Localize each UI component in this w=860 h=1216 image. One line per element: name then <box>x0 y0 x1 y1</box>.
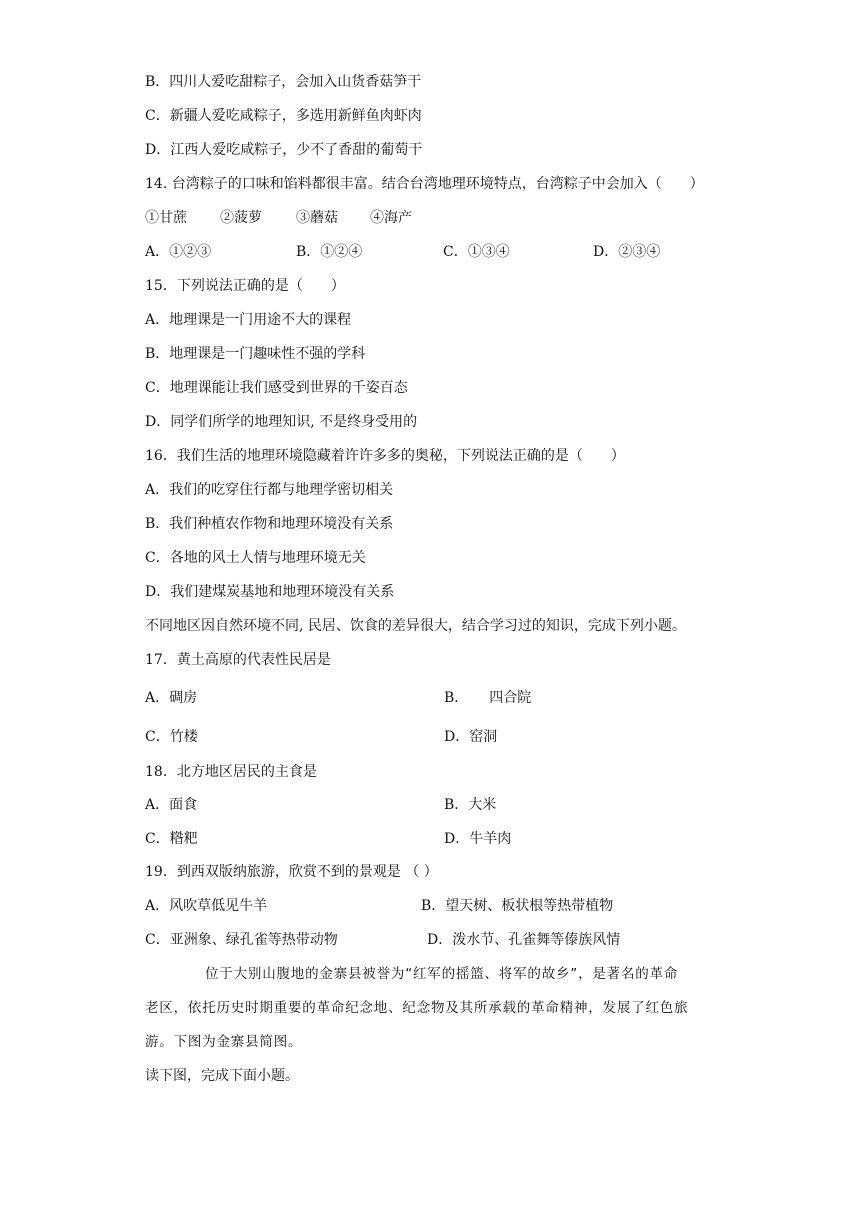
q15-option-c: C．地理课能让我们感受到世界的千姿百态 <box>145 380 408 396</box>
q17-option-b: B． 四合院 <box>444 690 532 706</box>
q16-option-d: D．我们建煤炭基地和地理环境没有关系 <box>145 584 395 600</box>
q16-stem: 16．我们生活的地理环境隐藏着许许多多的奥秘，下列说法正确的是（ ） <box>145 448 625 464</box>
q16-option-a: A．我们的吃穿住行都与地理学密切相关 <box>145 482 394 498</box>
q17-option-c: C．竹楼 <box>145 729 198 745</box>
q14-option-a: A．①②③ <box>145 244 212 260</box>
q18-option-b: B．大米 <box>444 797 497 813</box>
passage-line-1: 位于大别山腹地的金寨县被誉为“红军的摇篮、将军的故乡”，是著名的革命 <box>205 966 679 982</box>
q19-option-b: B．望天树、板状根等热带植物 <box>421 898 614 914</box>
q16-option-c: C．各地的风土人情与地理环境无关 <box>145 550 366 566</box>
q14-item-4: ④海产 <box>370 210 412 226</box>
passage-line-3: 游。下图为金寨县简图。 <box>145 1034 303 1050</box>
q19-option-c: C．亚洲象、绿孔雀等热带动物 <box>145 932 338 948</box>
q17-stem: 17．黄土高原的代表性民居是 <box>145 652 331 668</box>
q19-option-a: A．风吹草低见牛羊 <box>145 898 268 914</box>
group-intro: 不同地区因自然环境不同, 民居、饮食的差异很大，结合学习过的知识，完成下列小题。 <box>145 618 686 634</box>
q13-option-b: B．四川人爱吃甜粽子，会加入山货香菇笋干 <box>145 74 422 90</box>
q17-option-d: D．窑洞 <box>444 729 498 745</box>
passage-line-2: 老区，依托历史时期重要的革命纪念地、纪念物及其所承载的革命精神，发展了红色旅 <box>145 1000 689 1016</box>
q18-option-a: A．面食 <box>145 797 198 813</box>
q14-option-c: C．①③④ <box>443 244 510 260</box>
q18-stem: 18．北方地区居民的主食是 <box>145 764 317 780</box>
q15-stem: 15．下列说法正确的是（ ） <box>145 278 345 294</box>
passage-instruction: 读下图，完成下面小题。 <box>145 1068 299 1084</box>
q14-item-1: ①甘蔗 <box>145 210 187 226</box>
q15-option-a: A．地理课是一门用途不大的课程 <box>145 312 352 328</box>
q19-option-d: D．泼水节、孔雀舞等傣族风情 <box>427 932 621 948</box>
q14-option-b: B．①②④ <box>296 244 363 260</box>
q15-option-b: B．地理课是一门趣味性不强的学科 <box>145 346 366 362</box>
q15-option-d: D．同学们所学的地理知识, 不是终身受用的 <box>145 414 418 430</box>
q14-item-3: ③蘑菇 <box>296 210 338 226</box>
q16-option-b: B．我们种植农作物和地理环境没有关系 <box>145 516 394 532</box>
q14-item-2: ②菠萝 <box>220 210 262 226</box>
q18-option-d: D．牛羊肉 <box>444 831 512 847</box>
q18-option-c: C．糌粑 <box>145 831 198 847</box>
q19-stem: 19．到西双版纳旅游，欣赏不到的景观是 （ ） <box>145 864 438 880</box>
q17-option-a: A．碉房 <box>145 690 198 706</box>
q13-option-c: C．新疆人爱吃咸粽子，多选用新鲜鱼肉虾肉 <box>145 108 422 124</box>
q14-stem: 14. 台湾粽子的口味和馅料都很丰富。结合台湾地理环境特点，台湾粽子中会加入（ ） <box>145 176 704 192</box>
q14-option-d: D．②③④ <box>593 244 661 260</box>
q13-option-d: D．江西人爱吃咸粽子，少不了香甜的葡萄干 <box>145 142 423 158</box>
